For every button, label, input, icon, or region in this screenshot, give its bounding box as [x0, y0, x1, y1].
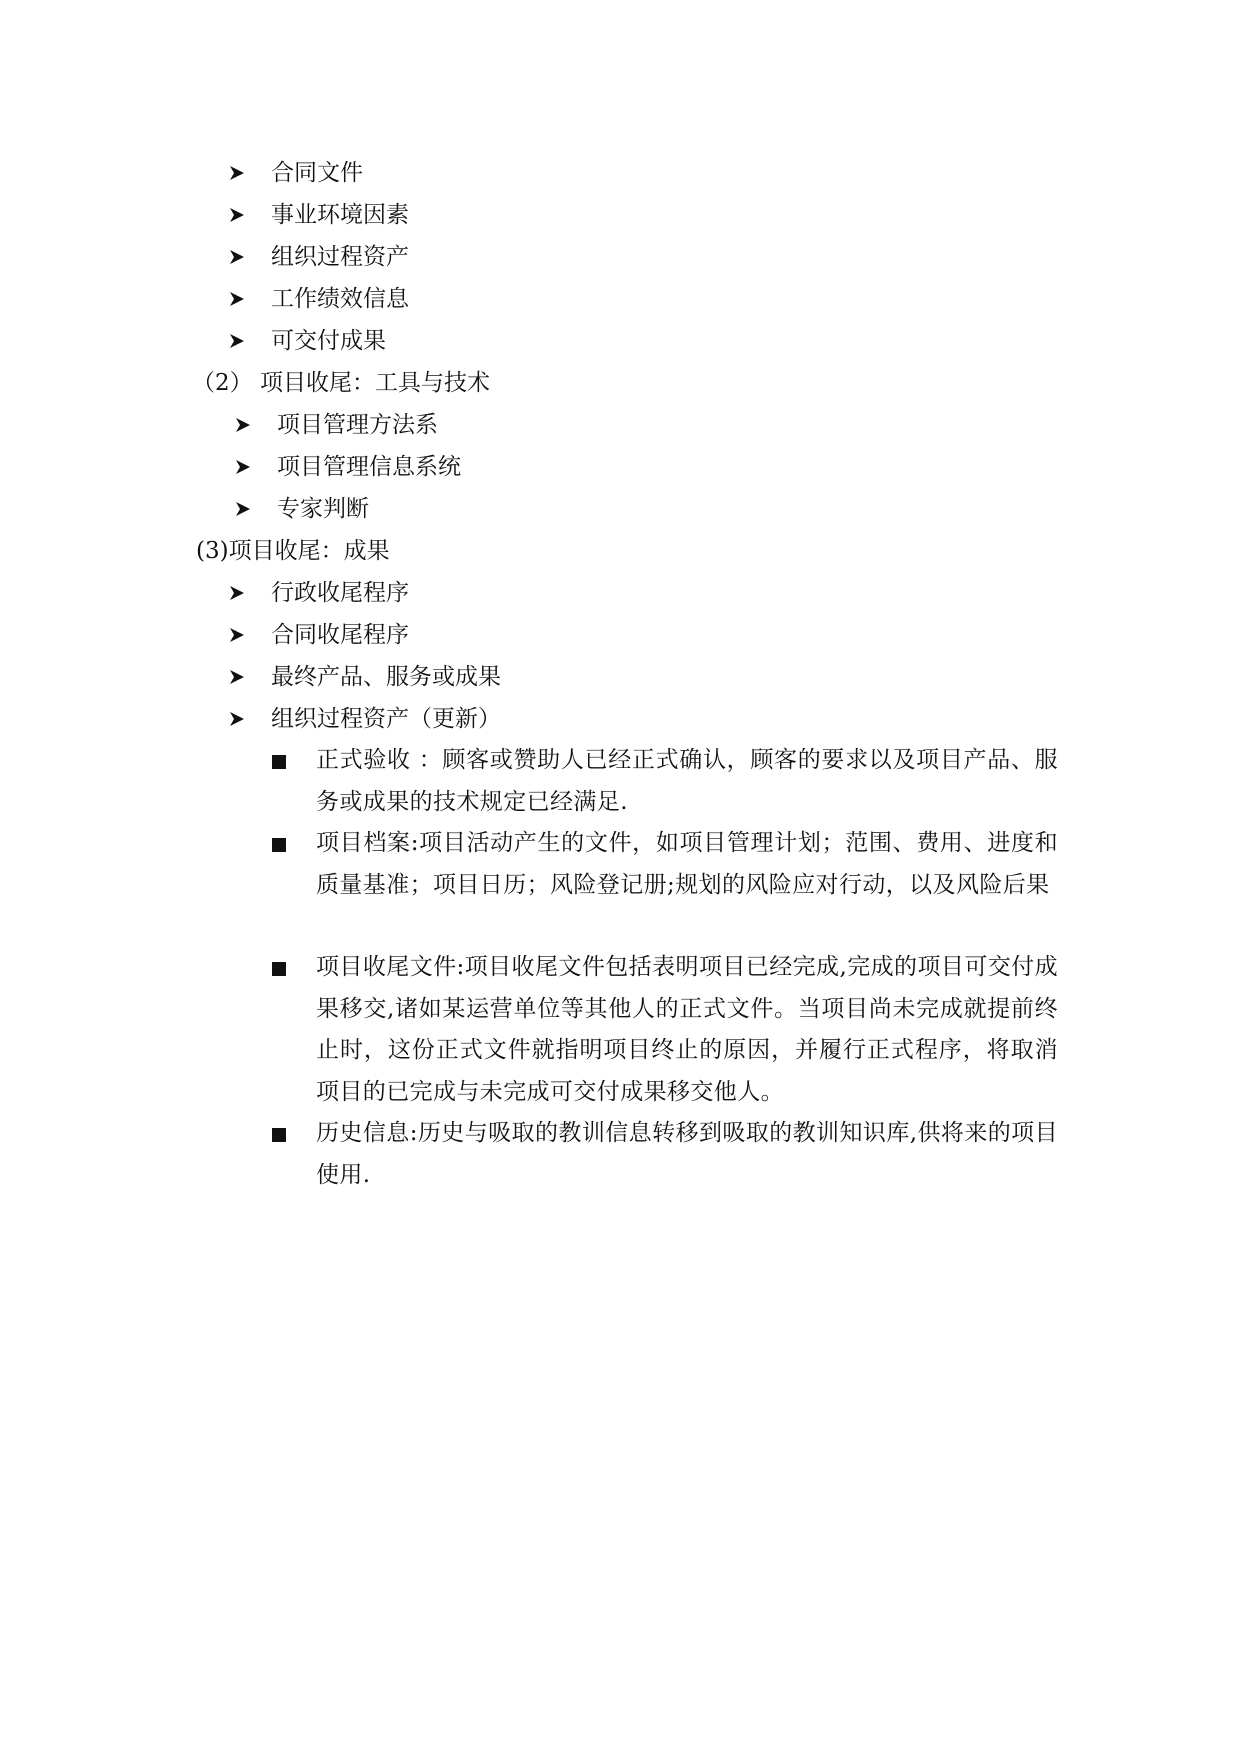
arrow-bullet-icon [229, 326, 249, 356]
arrow-bullet-icon [229, 284, 249, 314]
sub-list-item-text: 项目档案:项目活动产生的文件，如项目管理计划；范围、费用、进度和质量基准；项目日历；风险登记册;规划的风险应对行动，以及风险后果 [316, 830, 1058, 898]
arrow-bullet-icon [229, 200, 249, 230]
arrow-bullet-icon [229, 704, 249, 734]
list-item-label: 行政收尾程序 [271, 580, 409, 606]
arrow-bullet-icon [229, 620, 249, 650]
square-bullet-icon [272, 962, 286, 976]
list-item-label: 项目管理信息系统 [277, 454, 461, 480]
list-item-label: 合同文件 [271, 160, 363, 186]
list-item-label: 项目管理方法系 [277, 412, 438, 438]
arrow-bullet-icon [235, 452, 255, 482]
sub-list-item-text: 正式验收 ：顾客或赞助人已经正式确认，顾客的要求以及项目产品、服务或成果的技术规定已经满足. [316, 747, 1058, 815]
arrow-bullet-icon [229, 158, 249, 188]
arrow-bullet-icon [229, 662, 249, 692]
list-item-label: 专家判断 [277, 496, 369, 522]
section-heading: (3)项目收尾：成果 [196, 538, 390, 564]
list-item-label: 最终产品、服务或成果 [271, 664, 501, 690]
square-bullet-icon [272, 838, 286, 852]
list-item-label: 可交付成果 [271, 328, 386, 354]
arrow-bullet-icon [235, 494, 255, 524]
arrow-bullet-icon [229, 242, 249, 272]
arrow-bullet-icon [235, 410, 255, 440]
square-bullet-icon [272, 1128, 286, 1142]
list-item-label: 组织过程资产（更新） [271, 706, 501, 732]
list-item-label: 组织过程资产 [271, 244, 409, 270]
list-item-label: 事业环境因素 [271, 202, 409, 228]
square-bullet-icon [272, 755, 286, 769]
list-item-label: 合同收尾程序 [271, 622, 409, 648]
section-heading: （2） 项目收尾：工具与技术 [192, 370, 490, 396]
sub-list-item-text: 历史信息:历史与吸取的教训信息转移到吸取的教训知识库,供将来的项目使用. [316, 1120, 1058, 1188]
sub-list-item-text: 项目收尾文件:项目收尾文件包括表明项目已经完成,完成的项目可交付成果移交,诸如某运营单位等其他人的正式文件。当项目尚未完成就提前终止时，这份正式文件就指明项目终止的原因，并履行正式程序，将取消项目的已完成与未完成可交付成果移交他人。 [316, 954, 1058, 1105]
arrow-bullet-icon [229, 578, 249, 608]
list-item-label: 工作绩效信息 [271, 286, 409, 312]
